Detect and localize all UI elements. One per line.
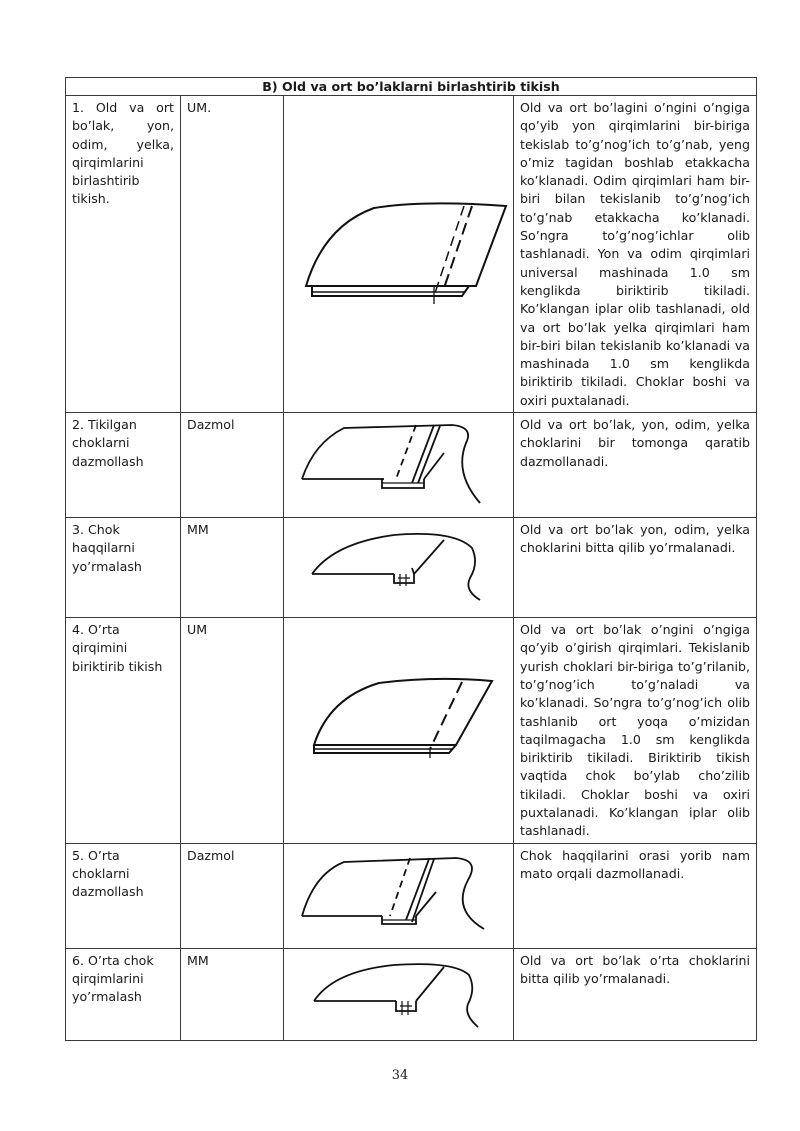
illustration-cell <box>284 843 514 948</box>
table-row <box>66 948 757 1040</box>
process-table <box>65 77 757 1041</box>
equipment-cell: Dazmol <box>181 843 284 948</box>
illustration-cell <box>284 948 514 1040</box>
operation-cell: 4. O’rta qirqimini biriktirib tikish <box>66 618 181 844</box>
table-row <box>66 518 757 618</box>
illustration-cell <box>284 618 514 844</box>
equipment-cell: UM <box>181 618 284 844</box>
page-number: 34 <box>391 1068 409 1083</box>
table-row <box>66 96 757 413</box>
operation-cell: 3. Chok haqqilarni yo’rmalash <box>66 518 181 618</box>
description-cell: Old va ort bo’lak o’rta choklarini bitta qilib yo’rmalanadi. <box>514 948 757 1040</box>
illustration-cell <box>284 518 514 618</box>
section-title: B) Old va ort bo’laklarni birlashtirib tikish <box>66 78 757 96</box>
operation-cell: 1. Old va ort bo’lak, yon, odim, yelka, qirqimlarini birlashtirib tikish. <box>66 96 181 413</box>
overlock-seam-diagram <box>284 518 514 618</box>
center-seam-pressed-diagram <box>284 844 514 949</box>
stacked-pieces-stitch-diagram <box>284 96 514 408</box>
illustration-cell <box>284 413 514 518</box>
illustration-cell <box>284 96 514 413</box>
equipment-cell: MM <box>181 948 284 1040</box>
description-cell: Old va ort bo’lak yon, odim, yelka choklarini bitta qilib yo’rmalanadi. <box>514 518 757 618</box>
operation-cell: 6. O’rta chok qirqimlarini yo’rmalash <box>66 948 181 1040</box>
equipment-cell: MM <box>181 518 284 618</box>
description-cell: Old va ort bo’lak o’ngini o’ngiga qo’yib o’girish qirqimlari. Tekislanib yurish choklari bir-biriga to’g’rilanib, to’g’nog’ich to’g’naladi va ko’klanadi. So’ngra to’g’nog’ich olib tashlanib ort yoqa o’mizidan taqilmagacha 1.0 sm kenglikda biriktirib tikiladi. Biriktirib tikish vaqtida chok bo’ylab cho’zilib tikiladi. Choklar boshi va oxiri puxtalanadi. Ko’klangan iplar olib tashlanadi. <box>514 618 757 844</box>
equipment-cell: Dazmol <box>181 413 284 518</box>
seam-pressed-to-side-diagram <box>284 413 514 518</box>
equipment-cell: UM. <box>181 96 284 413</box>
description-cell: Old va ort bo’lagini o’ngini o’ngiga qo’yib yon qirqimlarini bir-biriga tekislab to’g’nog’ich to’g’nab, yeng o’miz tagidan boshlab etakkacha ko’klanadi. Odim qirqimlari ham bir-biri bilan tekislanib to’g’nog’ich to’g’nab etakkacha ko’klanadi. So’ngra to’g’nog’ichlar olib tashlanadi. Yon va odim qirqimlari universal mashinada 1.0 sm kenglikda biriktirib tikiladi. Ko’klangan iplar olib tashlanadi, old va ort bo’lak yelka qirqimlari ham bir-biri bilan tekislanib ko’klanadi va mashinada 1.0 sm kenglikda biriktirib tikiladi. Choklar boshi va oxiri puxtalanadi. <box>514 96 757 413</box>
description-cell: Old va ort bo’lak, yon, odim, yelka choklarini bir tomonga qaratib dazmollanadi. <box>514 413 757 518</box>
table-row <box>66 843 757 948</box>
operation-cell: 2. Tikilgan choklarni dazmollash <box>66 413 181 518</box>
center-overlock-diagram <box>284 949 514 1041</box>
center-seam-stitch-diagram <box>284 618 514 838</box>
description-cell: Chok haqqilarini orasi yorib nam mato orqali dazmollanadi. <box>514 843 757 948</box>
operation-cell: 5. O’rta choklarni dazmollash <box>66 843 181 948</box>
table-row <box>66 413 757 518</box>
table-row <box>66 618 757 844</box>
table-header-row <box>66 78 757 96</box>
